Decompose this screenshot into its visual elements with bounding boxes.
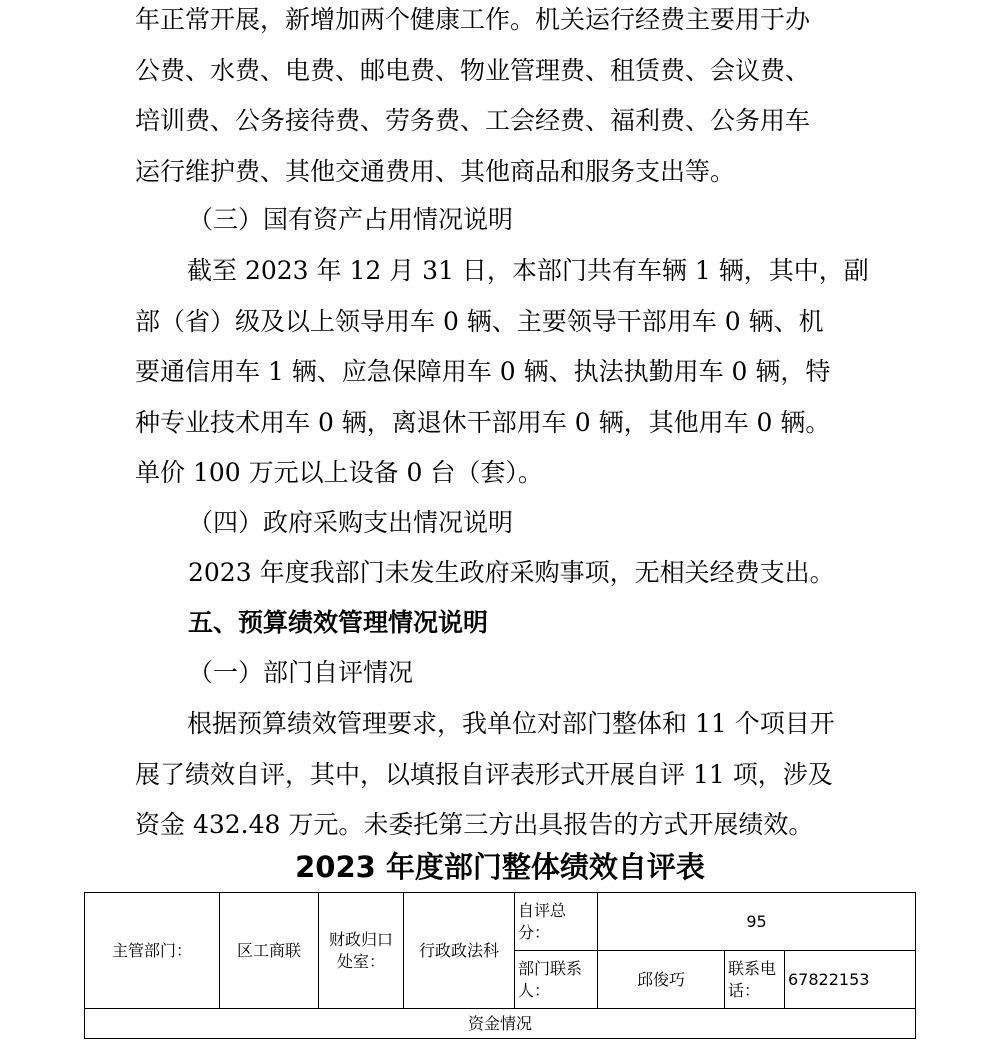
dept-value-cell: 区工商联 (220, 893, 319, 1009)
text-line: 运行维护费、其他交通费用、其他商品和服务支出等。 (135, 156, 736, 186)
text-line: 资金 432.48 万元。未委托第三方出具报告的方式开展绩效。 (135, 810, 814, 839)
paragraph-state-assets (135, 246, 880, 499)
finance-value-cell: 行政政法科 (404, 893, 515, 1009)
text-line: 公费、水费、电费、邮电费、物业管理费、租赁费、会议费、 (135, 55, 811, 85)
score-label-cell: 自评总分： (515, 893, 598, 951)
heading-self-evaluation: （一）部门自评情况 (188, 658, 414, 687)
dept-label-cell: 主管部门： (85, 893, 220, 1009)
heading-procurement: （四）政府采购支出情况说明 (188, 508, 514, 537)
heading-section-five: 五、预算绩效管理情况说明 (188, 608, 489, 637)
score-value-cell: 95 (598, 893, 916, 951)
self-evaluation-table (84, 892, 916, 1039)
funds-label-cell: 资金情况 (85, 1009, 916, 1039)
text-line: 要通信用车 1 辆、应急保障用车 0 辆、执法执勤用车 0 辆，特 (135, 357, 831, 386)
contact-label-cell: 部门联系人： (515, 951, 598, 1009)
finance-label-cell: 财政归口处室： (319, 893, 404, 1009)
phone-value-cell: 67822153 (785, 951, 916, 1009)
text-line: 部（省）级及以上领导用车 0 辆、主要领导干部用车 0 辆、机 (135, 306, 824, 336)
text-line: 培训费、公务接待费、劳务费、工会经费、福利费、公务用车 (135, 106, 811, 135)
text-line: 截至 2023 年 12 月 31 日，本部门共有车辆 1 辆，其中，副 (187, 256, 869, 285)
phone-label-cell: 联系电话： (725, 951, 785, 1009)
paragraph-self-evaluation (135, 699, 880, 851)
text-line: 年正常开展，新增加两个健康工作。机关运行经费主要用于办 (135, 5, 811, 34)
text-line: 单价 100 万元以上设备 0 台（套）。 (135, 458, 543, 487)
heading-state-assets: （三）国有资产占用情况说明 (188, 205, 514, 234)
contact-value-cell: 邱俊巧 (598, 951, 725, 1009)
text-line: 根据预算绩效管理要求，我单位对部门整体和 11 个项目开 (187, 709, 835, 738)
text-line: 种专业技术用车 0 辆，离退休干部用车 0 辆，其他用车 0 辆。 (135, 407, 831, 437)
paragraph-operating-expenses (135, 0, 880, 197)
table-title: 2023 年度部门整体绩效自评表 (295, 850, 705, 884)
paragraph-procurement: 2023 年度我部门未发生政府采购事项，无相关经费支出。 (188, 558, 835, 587)
text-line: 展了绩效自评，其中，以填报自评表形式开展自评 11 项，涉及 (135, 759, 833, 789)
